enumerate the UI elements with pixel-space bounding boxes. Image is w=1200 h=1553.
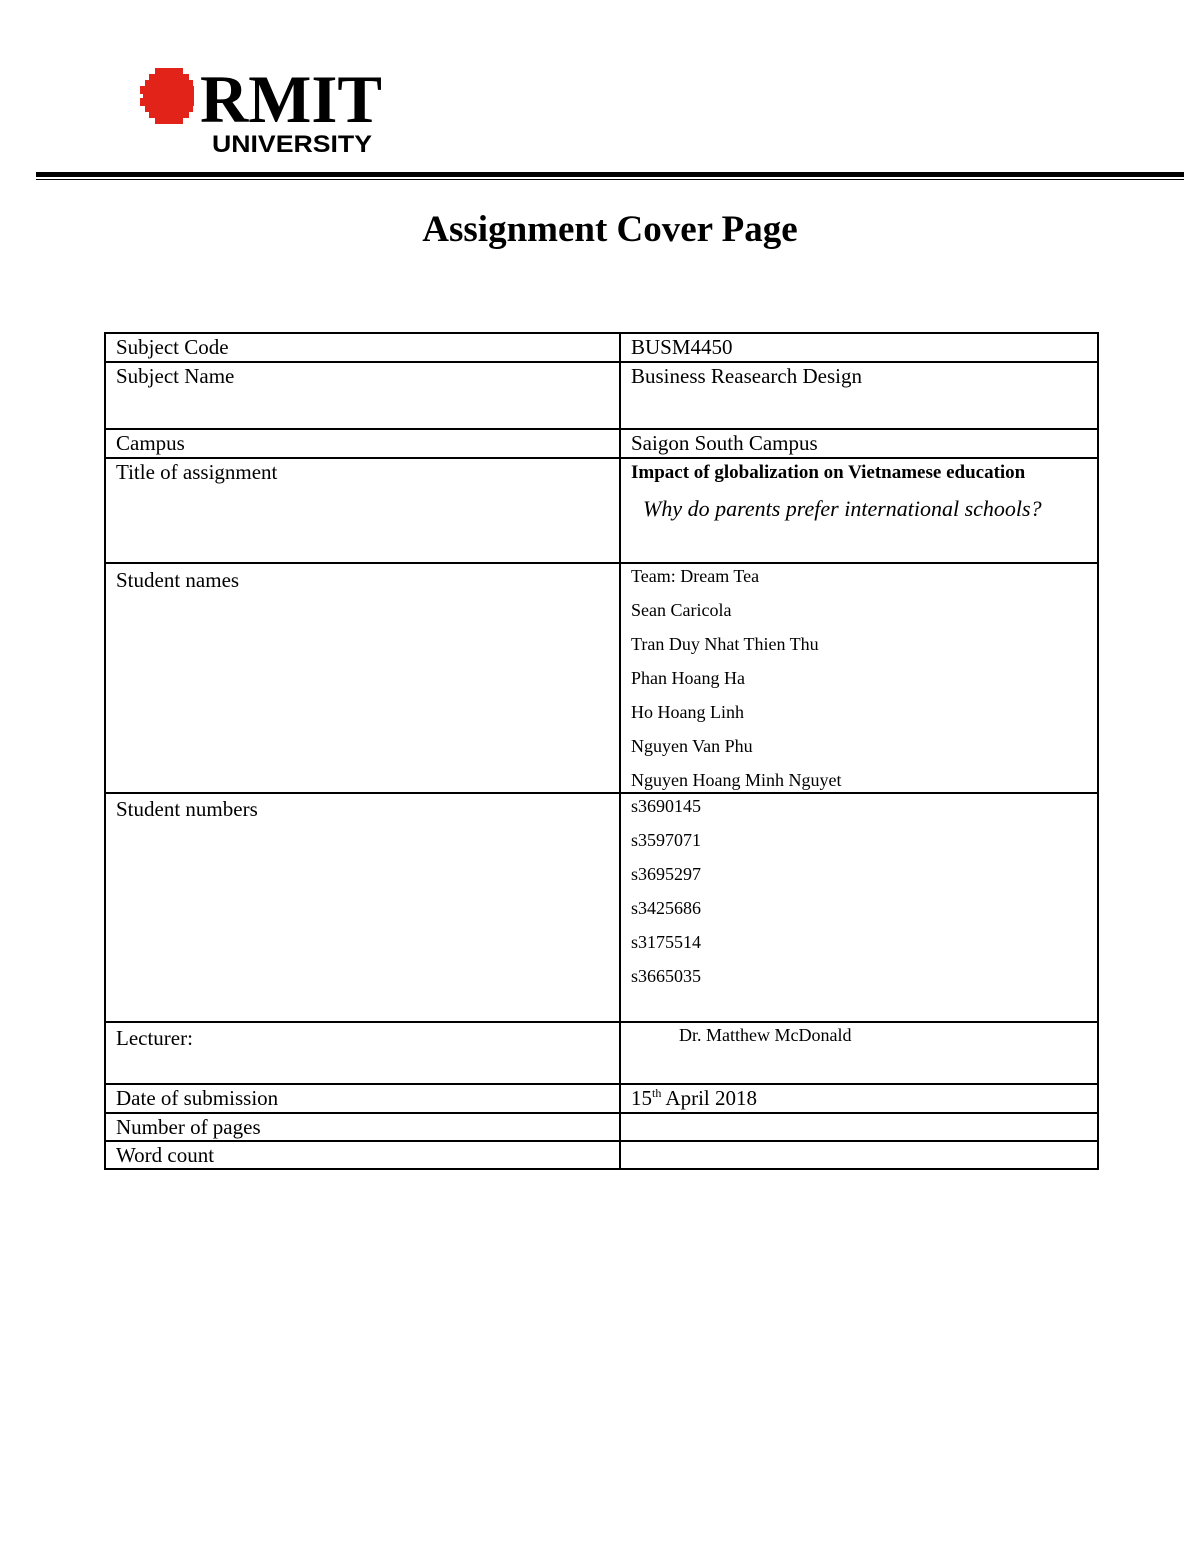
rmit-subtitle: UNIVERSITY — [212, 131, 372, 158]
pages-value — [620, 1113, 1098, 1141]
title-label: Title of assignment — [105, 458, 620, 563]
date-rest: April 2018 — [661, 1086, 758, 1110]
assignment-title: Impact of globalization on Vietnamese education — [631, 462, 1026, 483]
list-item: s3695297 — [631, 864, 702, 884]
table-row — [105, 429, 1098, 458]
header-rule — [36, 172, 1184, 177]
cover-table — [104, 332, 1099, 1170]
list-item: s3665035 — [631, 966, 702, 986]
campus-label: Campus — [105, 429, 620, 458]
table-row — [105, 362, 1098, 429]
list-item: Nguyen Van Phu — [631, 736, 753, 756]
table-row — [105, 1113, 1098, 1141]
list-item: Team: Dream Tea — [631, 566, 760, 586]
lecturer-value: Dr. Matthew McDonald — [679, 1025, 852, 1045]
list-item: Nguyen Hoang Minh Nguyet — [631, 770, 842, 790]
student-names-label: Student names — [105, 563, 620, 793]
title-cell — [620, 458, 1098, 563]
student-names-cell — [620, 563, 1098, 793]
table-row — [105, 563, 1098, 793]
table-row — [105, 333, 1098, 362]
list-item: s3690145 — [631, 796, 702, 816]
header-rule-thin — [36, 179, 1184, 180]
pages-label: Number of pages — [105, 1113, 620, 1141]
page-title: Assignment Cover Page — [422, 209, 798, 250]
lecturer-cell — [620, 1022, 1098, 1084]
list-item: Tran Duy Nhat Thien Thu — [631, 634, 819, 654]
list-item: Sean Caricola — [631, 600, 732, 620]
table-row — [105, 1141, 1098, 1169]
table-row — [105, 1084, 1098, 1113]
word-count-label: Word count — [105, 1141, 620, 1169]
rmit-wordmark: RMIT — [200, 68, 382, 137]
table-row — [105, 793, 1098, 1022]
list-item: s3425686 — [631, 898, 702, 918]
assignment-subtitle: Why do parents prefer international schools? — [643, 496, 1042, 521]
word-count-value — [620, 1141, 1098, 1169]
rmit-logo — [140, 68, 400, 158]
list-item: s3597071 — [631, 830, 702, 850]
list-item: Phan Hoang Ha — [631, 668, 745, 688]
subject-code-value: BUSM4450 — [620, 333, 1098, 362]
subject-name-value: Business Reasearch Design — [620, 362, 1098, 429]
campus-value: Saigon South Campus — [620, 429, 1098, 458]
date-label: Date of submission — [105, 1084, 620, 1113]
table-row — [105, 1022, 1098, 1084]
lecturer-label: Lecturer: — [105, 1022, 620, 1084]
rmit-pixel-mark-icon — [140, 68, 194, 124]
student-numbers-label: Student numbers — [105, 793, 620, 1022]
date-suffix: th — [652, 1086, 662, 1100]
table-row — [105, 458, 1098, 563]
student-numbers-cell — [620, 793, 1098, 1022]
subject-name-label: Subject Name — [105, 362, 620, 429]
list-item: s3175514 — [631, 932, 702, 952]
subject-code-label: Subject Code — [105, 333, 620, 362]
date-day: 15 — [631, 1086, 652, 1110]
list-item: Ho Hoang Linh — [631, 702, 744, 722]
date-value — [620, 1084, 1098, 1113]
